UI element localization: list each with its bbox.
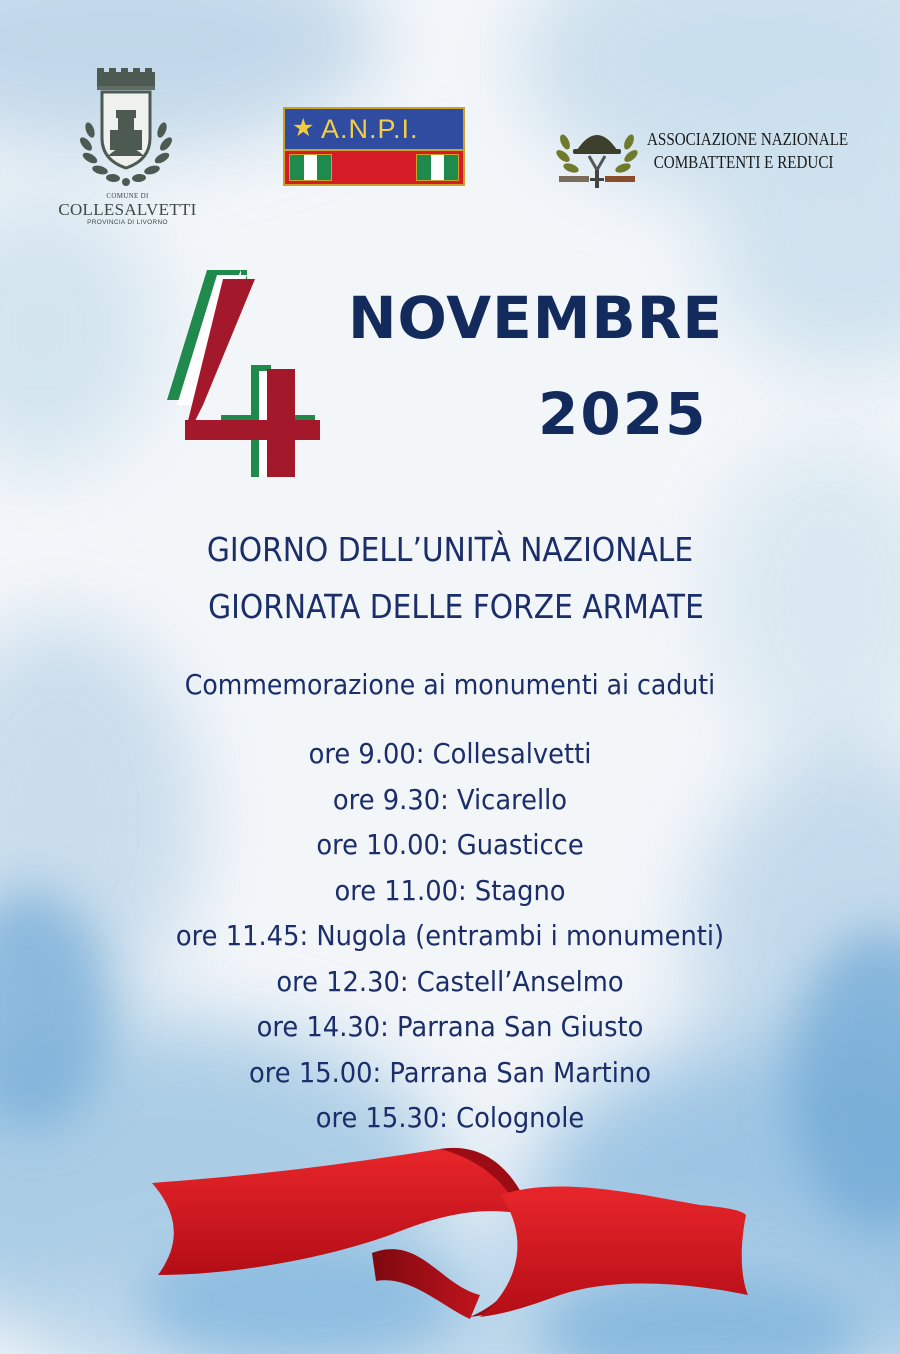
schedule-list xyxy=(0,733,900,1143)
schedule-item: ore 14.30: Parrana San Giusto xyxy=(256,1010,644,1043)
ancr-logo xyxy=(555,120,855,192)
schedule-item: ore 9.30: Vicarello xyxy=(332,782,568,816)
schedule-item: ore 12.30: Castell’Anselmo xyxy=(276,964,624,998)
schedule-item: ore 15.00: Parrana San Martino xyxy=(248,1055,652,1089)
schedule-item: ore 9.00: Collesalvetti xyxy=(308,737,592,770)
star-icon: ★ xyxy=(292,113,315,142)
helmet-wreath-icon xyxy=(555,120,645,192)
ancr-text xyxy=(647,128,848,174)
comune-name: COLLESALVETTI xyxy=(58,200,197,219)
big-four-graphic xyxy=(165,265,335,480)
schedule-item: ore 11.00: Stagno xyxy=(334,873,566,907)
italian-flag-icon xyxy=(289,154,332,181)
title-year: 2025 xyxy=(538,380,708,448)
schedule-item: ore 11.45: Nugola (entrambi i monumenti) xyxy=(175,919,725,952)
schedule-item: ore 10.00: Guasticce xyxy=(316,828,584,861)
collesalvetti-logo xyxy=(50,68,205,228)
comune-province: PROVINCIA DI LIVORNO xyxy=(87,219,168,226)
anpi-logo xyxy=(283,107,465,186)
coat-of-arms-icon xyxy=(50,68,205,192)
schedule-item: ore 15.30: Colognole xyxy=(315,1101,585,1134)
title-month: NOVEMBRE xyxy=(348,284,724,352)
ancr-line2: COMBATTENTI E REDUCI xyxy=(653,152,834,172)
anpi-banner xyxy=(285,109,463,149)
subtitle-unita: GIORNO DELL’UNITÀ NAZIONALE xyxy=(206,530,694,569)
ancr-line1: ASSOCIAZIONE NAZIONALE xyxy=(647,129,849,149)
anpi-flags xyxy=(285,151,463,184)
comune-label: COMUNE DI xyxy=(106,192,149,200)
commemoration-lead: Commemorazione ai monumenti ai caduti xyxy=(184,668,716,701)
anpi-text: A.N.P.I. xyxy=(321,114,419,144)
subtitle-forze-armate: GIORNATA DELLE FORZE ARMATE xyxy=(208,587,704,626)
red-ribbon-graphic xyxy=(140,1135,760,1320)
italian-flag-icon xyxy=(416,154,459,181)
